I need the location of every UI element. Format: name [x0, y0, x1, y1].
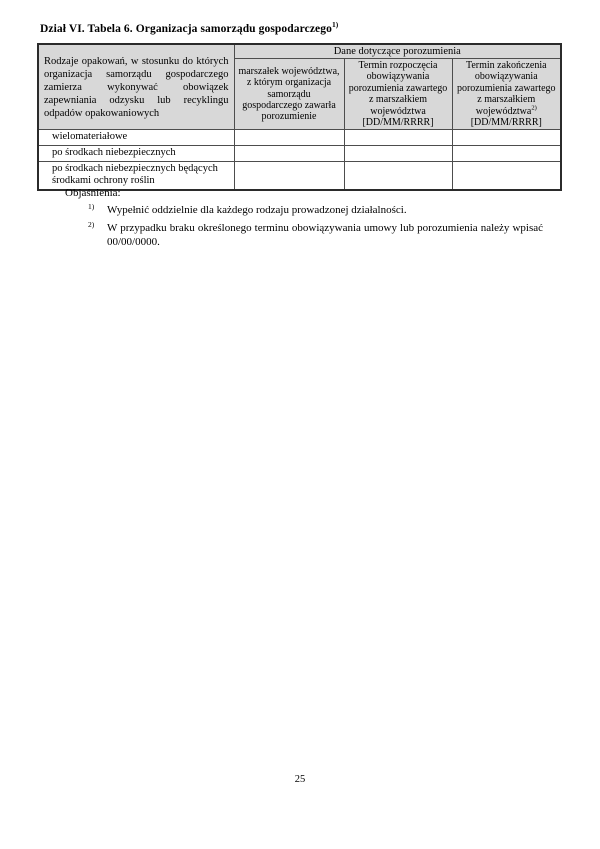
col-header-end-date-footnote-ref: 2) — [531, 104, 537, 112]
row-label: wielomateriałowe — [38, 130, 234, 146]
col-header-marshal: marszałek województwa, z którym organizacja samorządu gospodarczego zawarła porozumienie — [234, 59, 344, 130]
table-row-hazardous — [38, 146, 561, 162]
cell-end-date — [452, 130, 561, 146]
col-header-end-date-format: [DD/MM/RRRR] — [470, 117, 542, 129]
col-header-packaging-types: Rodzaje opakowań, w stosunku do których organizacja samorządu gospodarczego zamierza wykonywać obowiązek zapewniania odzysku lub recyklingu odpadów opakowaniowych — [38, 44, 234, 130]
footnote-1 — [65, 203, 543, 218]
col-header-start-date — [344, 59, 452, 130]
cell-end-date — [452, 146, 561, 162]
page-number: 25 — [294, 774, 306, 785]
col-header-end-date-text: Termin zakończenia obowiązywania porozumienia zawartego z marszałkiem województwa — [456, 60, 556, 117]
row-label: po środkach niebezpiecznych będących środkami ochrony roślin — [38, 162, 234, 191]
section-title-text: Dział VI. Tabela 6. Organizacja samorządu gospodarczego — [40, 23, 332, 35]
col-header-end-date — [452, 59, 561, 130]
col-header-start-date-text: Termin rozpoczęcia obowiązywania porozumienia zawartego z marszałkiem województwa — [348, 60, 448, 117]
cell-start-date — [344, 146, 452, 162]
section-title — [40, 20, 339, 35]
agreements-table — [37, 43, 562, 191]
section-title-footnote-ref: 1) — [331, 20, 339, 30]
cell-start-date — [344, 130, 452, 146]
footnotes-heading: Objaśnienia: — [65, 187, 121, 199]
footnotes-section — [65, 186, 543, 250]
footnote-1-text: Wypełnić oddzielnie dla każdego rodzaju prowadzonej działalności. — [107, 204, 407, 216]
footnote-2-text: W przypadku braku określonego terminu obowiązywania umowy lub porozumienia należy wpisać 00/00/0000. — [107, 221, 543, 248]
table-header-row-top — [38, 44, 561, 59]
col-header-start-date-format: [DD/MM/RRRR] — [362, 117, 434, 129]
span-header-agreement-data: Dane dotyczące porozumienia — [234, 44, 561, 59]
footnote-1-marker: 1) — [88, 202, 95, 211]
cell-marshal — [234, 146, 344, 162]
row-label: po środkach niebezpiecznych — [38, 146, 234, 162]
cell-marshal — [234, 130, 344, 146]
footnote-2 — [65, 221, 543, 250]
footnote-2-marker: 2) — [88, 219, 95, 229]
table-row-multimaterial — [38, 130, 561, 146]
